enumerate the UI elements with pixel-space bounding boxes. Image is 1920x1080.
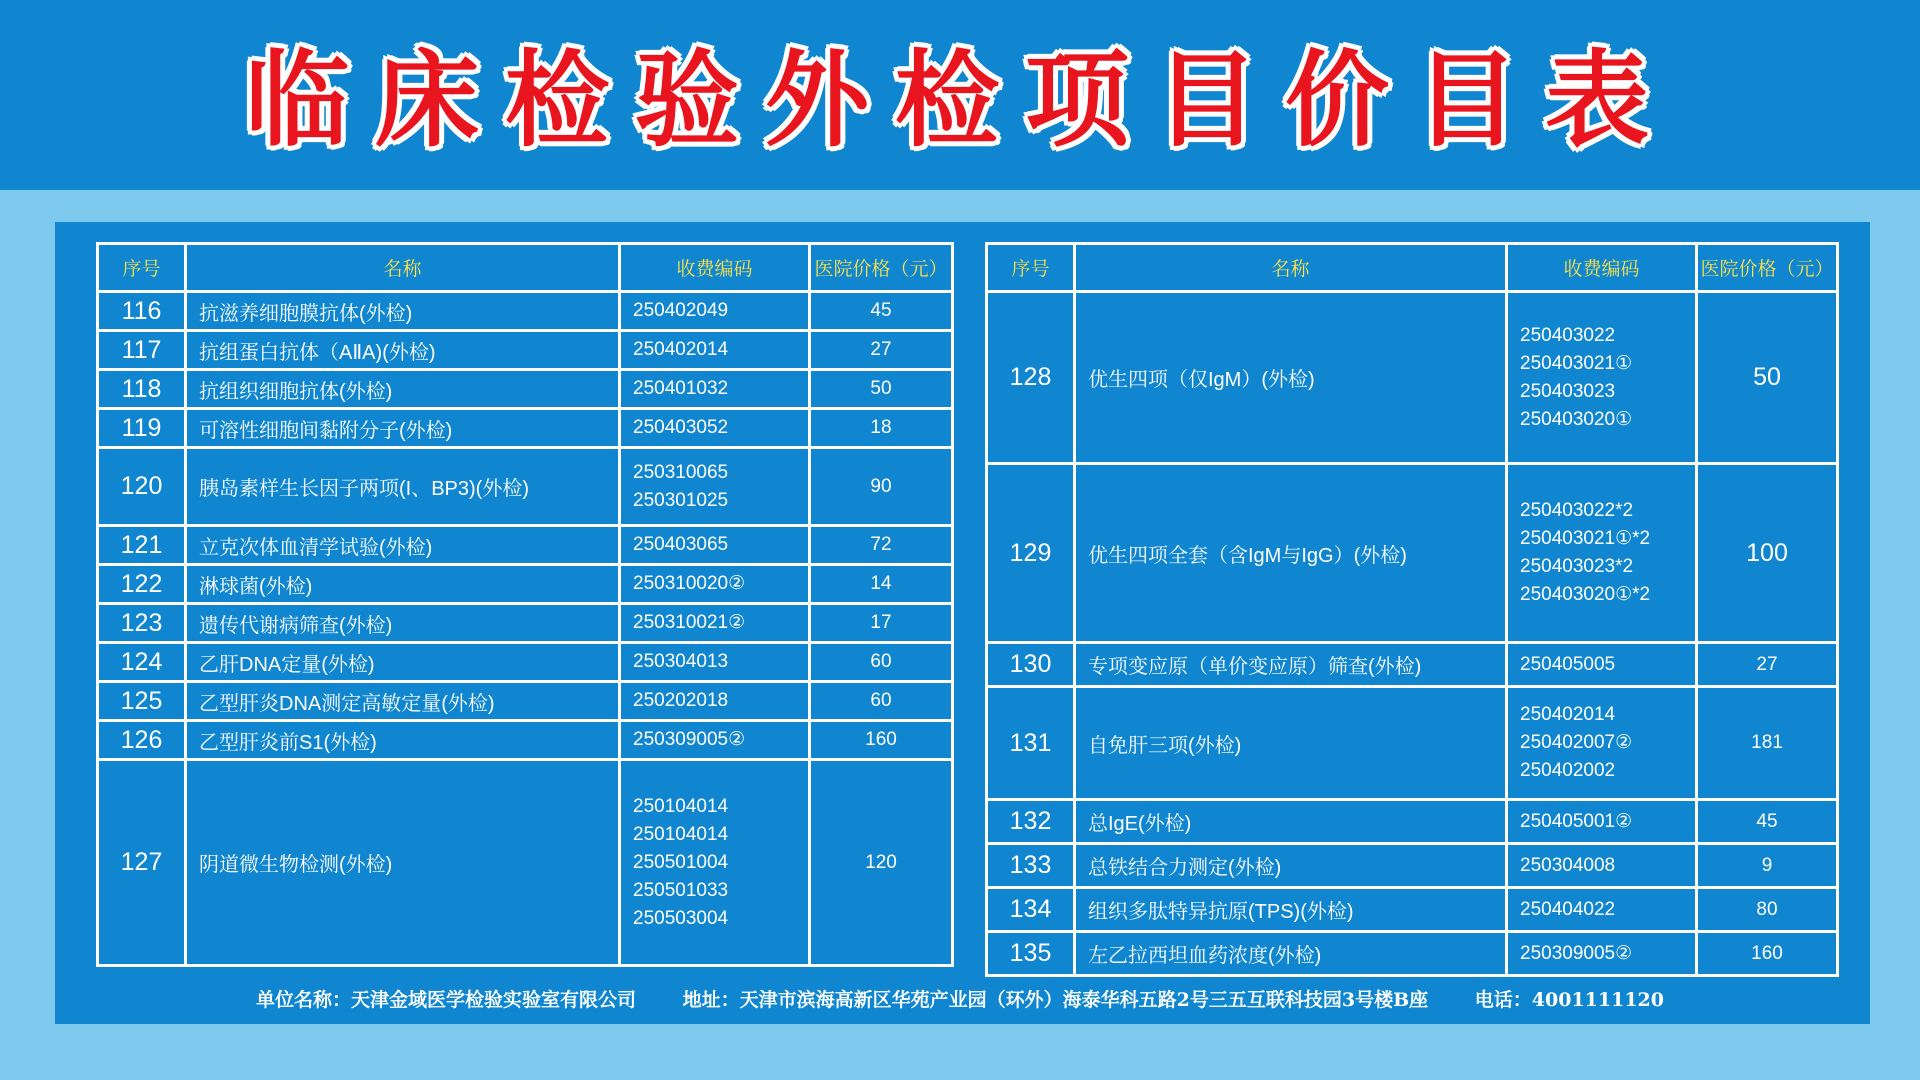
item-number: 117 [98,331,186,370]
header-num: 序号 [98,244,186,292]
item-codes [620,721,810,760]
item-codes [620,526,810,565]
charge-code: 250310021② [633,612,746,633]
item-codes [1507,643,1697,687]
item-number: 125 [98,682,186,721]
table-row [98,370,953,409]
item-name: 胰岛素样生长因子两项(I、BP3)(外检) [186,448,620,526]
table-row [98,526,953,565]
item-codes [620,760,810,966]
footer-address: 地址：天津市滨海高新区华苑产业园（环外）海泰华科五路2号三五互联科技园3号楼B座 [682,989,1429,1011]
item-price: 80 [1697,888,1838,932]
item-number: 119 [98,409,186,448]
charge-code: 250405005 [1520,653,1616,675]
item-price: 60 [810,643,953,682]
charge-code: 250403023 [1520,380,1616,402]
item-name: 乙型肝炎DNA测定高敏定量(外检) [186,682,620,721]
item-number: 127 [98,760,186,966]
table-row [987,932,1838,976]
charge-code: 250104014 [633,795,729,817]
item-price: 14 [810,565,953,604]
item-number: 134 [987,888,1075,932]
footer-phone: 电话：4001111120 [1474,989,1664,1011]
item-name: 总IgE(外检) [1075,800,1507,844]
table-header-row [98,244,953,292]
item-price: 90 [810,448,953,526]
item-number: 124 [98,643,186,682]
charge-code: 250402014 [633,339,729,360]
header-num: 序号 [987,244,1075,292]
table-header-row [987,244,1838,292]
price-table-right [985,242,1839,977]
item-name: 抗组织细胞抗体(外检) [186,370,620,409]
charge-code: 250402002 [1520,760,1616,781]
item-price: 45 [810,292,953,331]
table-row [98,565,953,604]
item-name: 乙肝DNA定量(外检) [186,643,620,682]
table-row [987,844,1838,888]
charge-code: 250403022 [1520,324,1616,346]
table-row [98,604,953,643]
item-number: 132 [987,800,1075,844]
item-name: 专项变应原（单价变应原）筛查(外检) [1075,643,1507,687]
item-price: 50 [810,370,953,409]
charge-code: 250310020② [633,573,746,594]
item-number: 126 [98,721,186,760]
item-codes [620,604,810,643]
item-number: 120 [98,448,186,526]
charge-code: 250403021①*2 [1520,528,1651,549]
charge-code: 250309005② [1520,942,1633,964]
charge-code: 250503004 [633,907,729,929]
item-codes [1507,888,1697,932]
header-code: 收费编码 [1507,244,1697,292]
item-number: 118 [98,370,186,409]
item-number: 128 [987,292,1075,464]
charge-code: 250405001② [1520,810,1633,832]
item-number: 116 [98,292,186,331]
item-codes [1507,844,1697,888]
header-name: 名称 [1075,244,1507,292]
item-number: 121 [98,526,186,565]
table-row [98,682,953,721]
item-price: 60 [810,682,953,721]
table-row [98,448,953,526]
charge-code: 250403022*2 [1520,500,1634,521]
item-codes [1507,800,1697,844]
header-price: 医院价格（元） [1697,244,1838,292]
header-banner [0,0,1920,190]
item-number: 131 [987,687,1075,800]
charge-code: 250402049 [633,300,729,321]
charge-code: 250304008 [1520,854,1616,876]
charge-code: 250404022 [1520,898,1616,920]
table-row [987,643,1838,687]
item-name: 可溶性细胞间黏附分子(外检) [186,409,620,448]
item-name: 立克次体血清学试验(外检) [186,526,620,565]
item-codes [1507,292,1697,464]
item-codes [620,565,810,604]
charge-code: 250501033 [633,879,729,901]
item-number: 122 [98,565,186,604]
item-name: 自免肝三项(外检) [1075,687,1507,800]
header-price: 医院价格（元） [810,244,953,292]
item-codes [620,331,810,370]
item-price: 17 [810,604,953,643]
item-codes [620,682,810,721]
charge-code: 250403065 [633,534,729,555]
charge-code: 250403020① [1520,408,1633,430]
table-row [987,292,1838,464]
item-codes [1507,932,1697,976]
item-name: 组织多肽特异抗原(TPS)(外检) [1075,888,1507,932]
item-price: 18 [810,409,953,448]
item-number: 123 [98,604,186,643]
price-table-left [96,242,954,967]
charge-code: 250202018 [633,690,729,711]
item-codes [620,292,810,331]
item-price: 100 [1697,464,1838,643]
charge-code: 250301025 [633,489,729,511]
item-number: 135 [987,932,1075,976]
header-name: 名称 [186,244,620,292]
item-codes [1507,464,1697,643]
item-price: 120 [810,760,953,966]
header-code: 收费编码 [620,244,810,292]
item-price: 181 [1697,687,1838,800]
charge-code: 250403052 [633,417,729,438]
charge-code: 250403020①*2 [1520,584,1651,605]
charge-code: 250304013 [633,651,729,672]
table-row [98,331,953,370]
item-codes [620,643,810,682]
item-number: 130 [987,643,1075,687]
item-name: 淋球菌(外检) [186,565,620,604]
table-row [98,760,953,966]
item-name: 优生四项（仅IgM）(外检) [1075,292,1507,464]
item-price: 45 [1697,800,1838,844]
table-row [987,888,1838,932]
item-name: 阴道微生物检测(外检) [186,760,620,966]
item-name: 优生四项全套（含IgM与IgG）(外检) [1075,464,1507,643]
charge-code: 250403021① [1520,352,1633,374]
item-price: 72 [810,526,953,565]
item-price: 9 [1697,844,1838,888]
charge-code: 250104014 [633,823,729,845]
charge-code: 250403023*2 [1520,556,1634,577]
item-price: 160 [810,721,953,760]
table-row [98,643,953,682]
table-row [98,409,953,448]
charge-code: 250501004 [633,851,729,873]
item-name: 总铁结合力测定(外检) [1075,844,1507,888]
item-price: 27 [810,331,953,370]
table-row [987,800,1838,844]
item-name: 遗传代谢病筛查(外检) [186,604,620,643]
table-row [987,687,1838,800]
item-name: 抗滋养细胞膜抗体(外检) [186,292,620,331]
charge-code: 250402007② [1520,732,1633,753]
table-row [987,464,1838,643]
item-price: 50 [1697,292,1838,464]
item-codes [620,409,810,448]
item-number: 133 [987,844,1075,888]
item-name: 左乙拉西坦血药浓度(外检) [1075,932,1507,976]
page-title: 临床检验外检项目价目表 [244,39,1675,161]
charge-code: 250310065 [633,461,729,483]
item-name: 抗组蛋白抗体（AⅡA)(外检) [186,331,620,370]
item-codes [620,370,810,409]
item-codes [620,448,810,526]
footer-unit: 单位名称：天津金域医学检验实验室有限公司 [256,989,637,1011]
item-codes [1507,687,1697,800]
item-name: 乙型肝炎前S1(外检) [186,721,620,760]
item-price: 160 [1697,932,1838,976]
footer-info [0,985,1920,1012]
charge-code: 250309005② [633,729,746,750]
item-price: 27 [1697,643,1838,687]
charge-code: 250402014 [1520,704,1616,725]
table-row [98,721,953,760]
item-number: 129 [987,464,1075,643]
table-row [98,292,953,331]
charge-code: 250401032 [633,378,729,399]
